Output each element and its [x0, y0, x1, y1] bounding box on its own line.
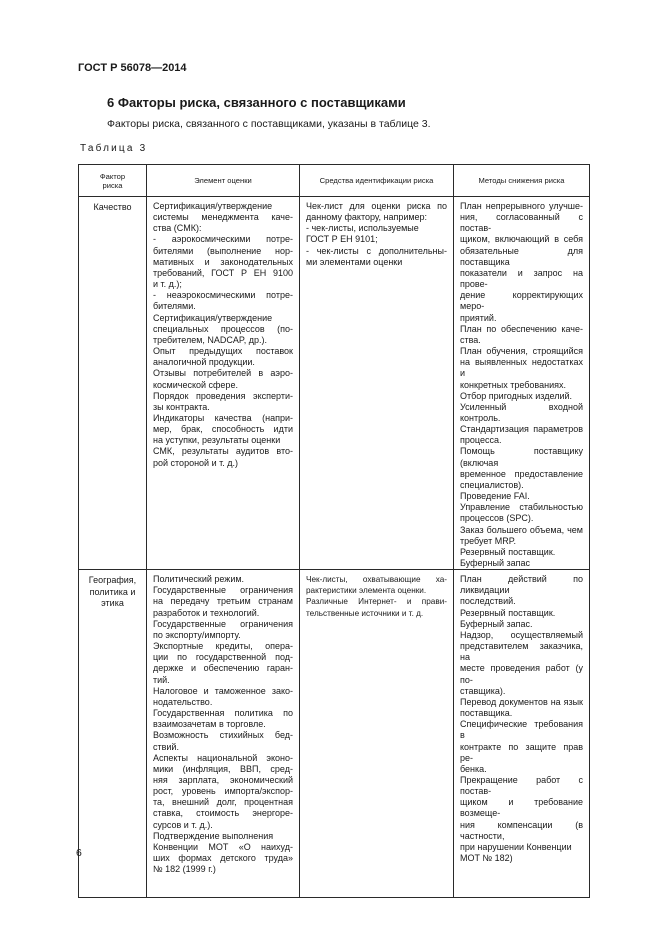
text-line: Порядок проведения эксперти-	[153, 390, 293, 401]
text-line: ми элементами оценки	[306, 256, 403, 267]
text-line: Прекращение работ с постав-	[460, 774, 583, 797]
text-line: тельственные источники и т. д.	[306, 608, 424, 618]
text-line: системы менеджмента каче-	[153, 212, 293, 223]
text-line: требителем, NADCAP, др.).	[153, 334, 267, 345]
text-line: тий.	[153, 674, 170, 685]
text-line: Заказ большего объема, чем	[460, 524, 583, 535]
text-line: на передачу третьим странам	[153, 596, 293, 607]
text-line: зы контракта.	[153, 401, 210, 412]
text-line: Стандартизация параметров	[460, 424, 583, 435]
text-line: бенка.	[460, 763, 487, 774]
text-line: МОТ № 182)	[460, 853, 513, 864]
text-line: Подтверждение выполнения	[153, 830, 274, 841]
text-line: ции по государственной под-	[153, 652, 293, 663]
text-line: - чек-листы с дополнительны-	[306, 245, 447, 256]
text-line: рактеристики элемента оценки.	[306, 586, 427, 596]
text-line: ставщика).	[460, 685, 506, 696]
identification-means-cell	[300, 570, 454, 898]
text-line: Отзывы потребителей в аэро-	[153, 368, 293, 379]
text-line: требует MRP.	[460, 535, 517, 546]
text-line: процессов (SPC).	[460, 513, 534, 524]
document-code: ГОСТ Р 56078—2014	[78, 62, 187, 74]
assessment-element-text	[147, 570, 299, 875]
text-line: Различные Интернет- и прави-	[306, 597, 447, 607]
table-header-row	[79, 165, 590, 197]
risk-factor-cell: География, политика и этика	[79, 570, 147, 898]
text-line: приятий.	[460, 312, 497, 323]
text-line: Возможность стихийных бед-	[153, 730, 293, 741]
text-line: няя зарплата, экономический	[153, 774, 293, 785]
text-line: последствий.	[460, 596, 516, 607]
text-line: СМК, результаты аудитов вто-	[153, 446, 293, 457]
text-line: План непрерывного улучше-	[460, 201, 583, 211]
text-line: Усиленный входной контроль.	[460, 401, 583, 423]
text-line: План действий по ликвидации	[460, 574, 583, 596]
text-line: ния компенсации (в частности,	[460, 819, 583, 841]
text-line: представителем заказчика, на	[460, 641, 583, 663]
text-line: требований, ГОСТ Р ЕН 9100	[153, 267, 293, 278]
text-line: взаимозачетам в торговле.	[153, 719, 266, 730]
text-line: План по обеспечению каче-	[460, 323, 583, 334]
text-line: Чек-листы, охватывающие ха-	[306, 575, 447, 585]
text-line: бителями (выполнение нор-	[153, 245, 293, 256]
header-identification-means: Средства идентификации риска	[300, 165, 454, 197]
identification-means-text	[300, 570, 453, 619]
text-line: временное предоставление	[460, 468, 583, 479]
section-title: 6 Факторы риска, связанного с поставщиками	[107, 95, 406, 110]
text-line: ства.	[460, 334, 481, 345]
text-line: мативных и законодательных	[153, 256, 293, 267]
text-line: данному фактору, например:	[306, 212, 428, 223]
mitigation-methods-text	[454, 197, 589, 569]
text-line: ГОСТ Р ЕН 9101;	[306, 234, 378, 245]
text-line: ставка, стоимость энергоре-	[153, 808, 293, 819]
text-line: месте проведения работ (у по-	[460, 663, 583, 685]
text-line: Отбор пригодных изделий.	[460, 390, 572, 401]
text-line: Специфические требования в	[460, 719, 583, 741]
text-line: держке и обеспечению гаран-	[153, 663, 293, 674]
assessment-element-text	[147, 197, 299, 469]
mitigation-methods-cell	[454, 570, 590, 898]
text-line: Буферный запас.	[460, 618, 533, 629]
text-line: ствий.	[153, 741, 179, 752]
text-line: процесса.	[460, 435, 502, 446]
header-assessment-element: Элемент оценки	[147, 165, 300, 197]
text-line: космической сфере.	[153, 379, 238, 390]
identification-means-cell	[300, 197, 454, 570]
text-line: № 182 (1999 г.)	[153, 864, 216, 875]
assessment-element-cell	[147, 570, 300, 898]
text-line: ших формах детского труда»	[153, 853, 293, 864]
text-line: Проведение FAI.	[460, 491, 530, 502]
text-line: рост, уровень импорта/экспор-	[153, 786, 293, 797]
text-line: ния, согласованный с постав-	[460, 212, 583, 234]
table-caption: Таблица 3	[80, 143, 148, 154]
mitigation-methods-text	[454, 570, 589, 864]
text-line: - аэрокосмическими потре-	[153, 234, 293, 245]
text-line: рой стороной и т. д.)	[153, 457, 238, 468]
text-line: Чек-лист для оценки риска по	[306, 201, 447, 211]
text-line: показатели и запрос на прове-	[460, 267, 583, 290]
text-line: Государственная политика по	[153, 708, 293, 719]
text-line: Политический режим.	[153, 574, 245, 585]
text-line: дение корректирующих меро-	[460, 290, 583, 312]
text-line: при нарушении Конвенции	[460, 841, 572, 852]
header-mitigation-methods: Методы снижения риска	[454, 165, 590, 197]
text-line: сурсов и т. д.).	[153, 819, 213, 830]
text-line: Государственные ограничения	[153, 618, 293, 629]
section-intro: Факторы риска, связанного с поставщиками, указаны в таблице 3.	[107, 118, 431, 130]
assessment-element-cell	[147, 197, 300, 570]
text-line: Управление стабильностью	[460, 502, 583, 513]
text-line: ства (СМК):	[153, 223, 202, 234]
header-risk-factor: Фактор риска	[79, 165, 147, 197]
text-line: Индикаторы качества (напри-	[153, 412, 293, 423]
text-line: Конвенции МОТ «О наихуд-	[153, 841, 293, 852]
text-line: Буферный запас	[460, 558, 531, 568]
text-line: Налоговое и таможенное зако-	[153, 685, 293, 696]
text-line: Перевод документов на язык	[460, 696, 583, 707]
text-line: - чек-листы, используемые	[306, 223, 419, 234]
text-line: специалистов).	[460, 479, 524, 490]
text-line: Аспекты национальной эконо-	[153, 752, 293, 763]
text-line: та, внешний долг, процентная	[153, 797, 293, 808]
text-line: План обучения, строящийся	[460, 346, 583, 357]
text-line: Опыт предыдущих поставок	[153, 346, 293, 357]
risk-factors-table	[78, 164, 590, 898]
page-number: 6	[76, 847, 82, 859]
text-line: аналогичной продукции.	[153, 357, 255, 368]
text-line: щиком и требование возмеще-	[460, 797, 583, 819]
text-line: обязательные для поставщика	[460, 245, 583, 267]
text-line: Резервный поставщик.	[460, 546, 556, 557]
text-line: - неаэрокосмическими потре-	[153, 290, 293, 301]
text-line: Помощь поставщику (включая	[460, 446, 583, 468]
text-line: по экспорту/импорту.	[153, 629, 241, 640]
text-line: мики (инфляция, ВВП, сред-	[153, 763, 293, 774]
text-line: контракте по защите прав ре-	[460, 741, 583, 763]
text-line: на выявленных недостатках и	[460, 357, 583, 379]
identification-means-text	[300, 197, 453, 268]
table-row	[79, 570, 590, 898]
mitigation-methods-cell	[454, 197, 590, 570]
text-line: Сертификация/утверждение	[153, 201, 273, 211]
text-line: Резервный поставщик.	[460, 607, 556, 618]
text-line: специальных процессов (по-	[153, 323, 293, 334]
text-line: и т. д.);	[153, 279, 182, 290]
text-line: Государственные ограничения	[153, 585, 293, 596]
text-line: Экспортные кредиты, опера-	[153, 641, 293, 652]
text-line: нодательство.	[153, 696, 213, 707]
text-line: поставщика.	[460, 708, 513, 719]
text-line: щиком, включающий в себя	[460, 234, 583, 245]
text-line: разработок и технологий.	[153, 607, 260, 618]
table-row	[79, 197, 590, 570]
text-line: мер, брак, способность идти	[153, 424, 293, 435]
text-line: Надзор, осуществляемый	[460, 629, 583, 640]
risk-factor-cell: Качество	[79, 197, 147, 570]
text-line: бителями.	[153, 301, 196, 312]
text-line: конкретных требованиях.	[460, 379, 566, 390]
text-line: на уступки, результаты оценки	[153, 435, 281, 446]
text-line: Сертификация/утверждение	[153, 312, 273, 323]
